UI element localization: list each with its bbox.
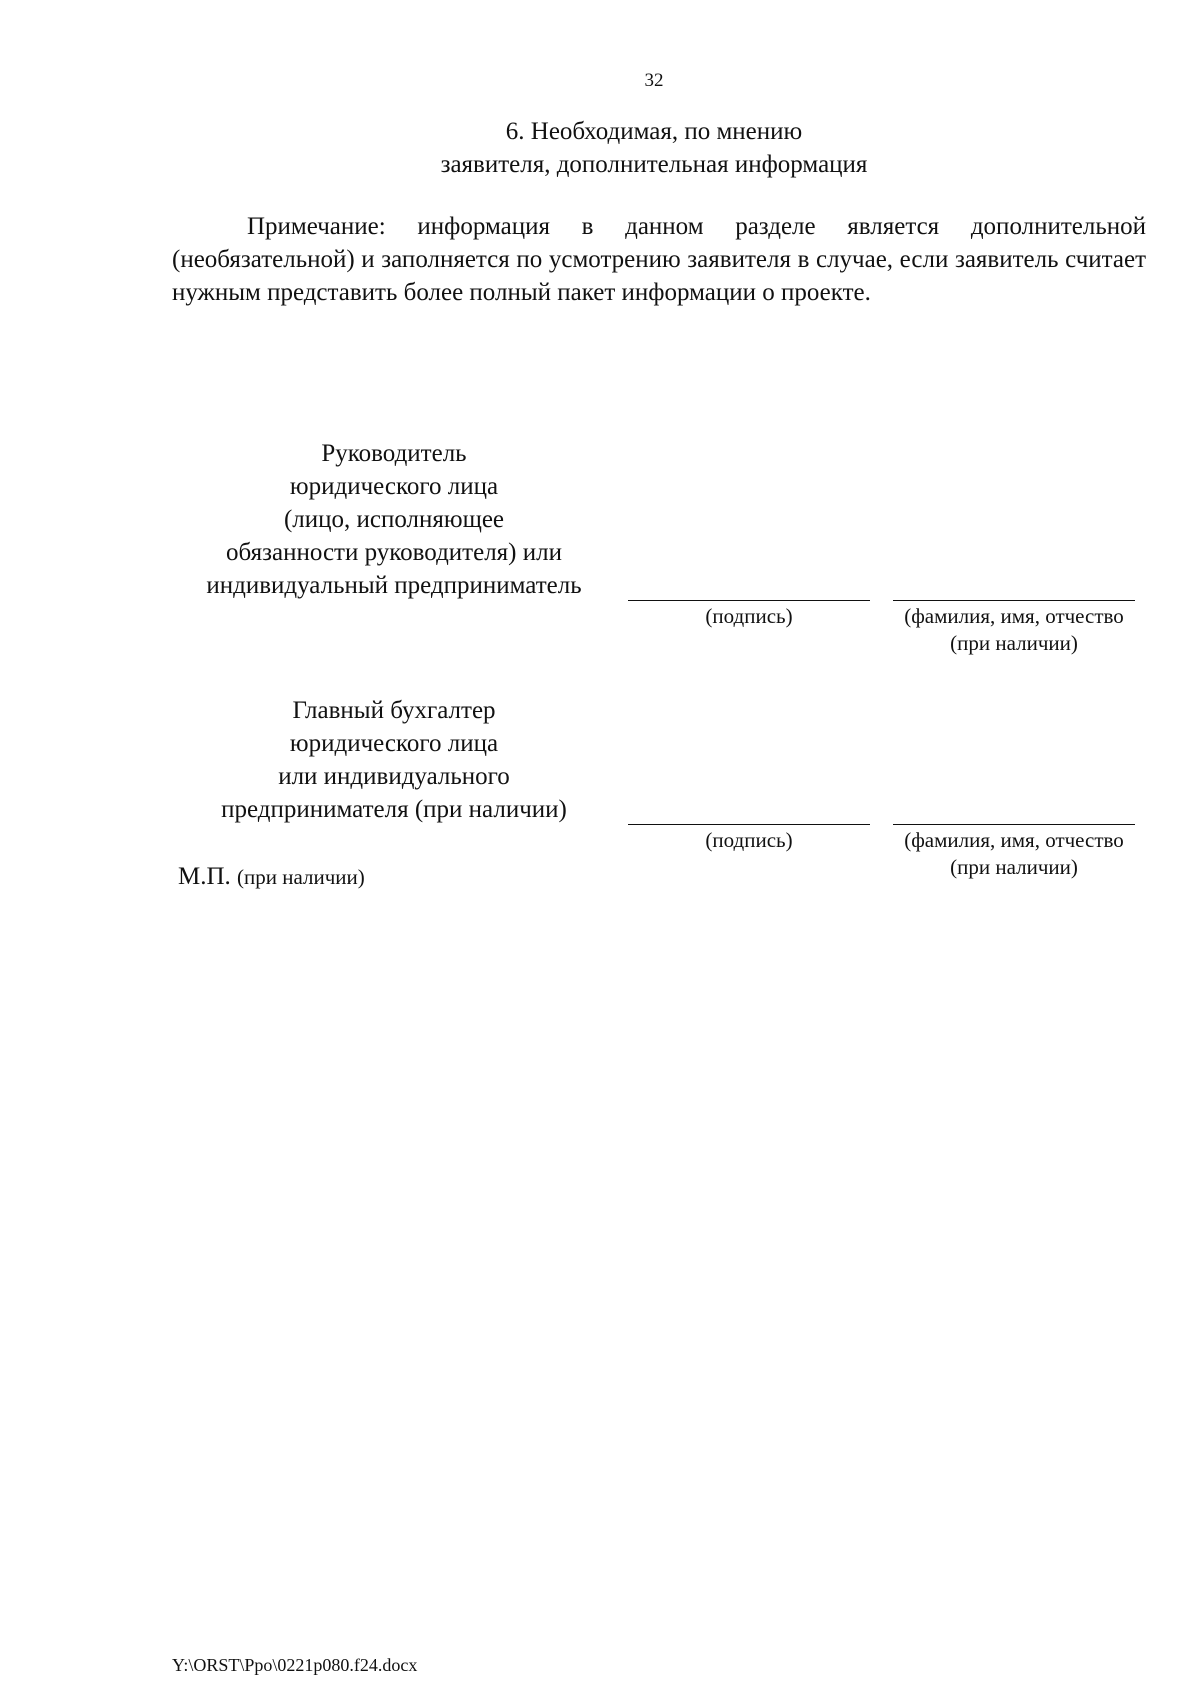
stamp-placeholder (178, 860, 365, 894)
footer-file-path: Y:\ORST\Ppo\0221p080.f24.docx (172, 1655, 418, 1675)
section-title-line-2: заявителя, дополнительная информация (440, 151, 868, 178)
accountant-label-line: Главный бухгалтер (292, 697, 496, 724)
director-signature-caption: (подпись) (705, 604, 793, 628)
accountant-name-caption-line-2: (при наличии) (950, 855, 1078, 879)
director-name-caption-line-2: (при наличии) (950, 631, 1078, 655)
section-title (54, 115, 1200, 181)
director-signature-line (628, 600, 870, 601)
page-number: 32 (644, 70, 664, 91)
accountant-label-line: юридического лица (289, 730, 499, 757)
director-name-line (893, 600, 1135, 601)
director-label-line: обязанности руководителя) или (226, 539, 562, 566)
note-paragraph: Примечание: информация в данном разделе является дополнительной (необязательной) и заполняется по усмотрению заявителя в случае, если заявитель считает нужным представить более полный пакет информации о проекте. (172, 213, 1146, 306)
director-name-caption-line-1: (фамилия, имя, отчество (904, 604, 1124, 628)
accountant-label-line: или индивидуального (278, 763, 510, 790)
accountant-signature-line (628, 824, 870, 825)
director-label-line: индивидуальный предприниматель (206, 572, 582, 599)
accountant-label-line: предпринимателя (при наличии) (221, 796, 567, 823)
director-label-line: (лицо, исполняющее (283, 506, 505, 533)
director-label-line: Руководитель (321, 440, 467, 467)
accountant-name-line (893, 824, 1135, 825)
section-title-line-1: 6. Необходимая, по мнению (505, 118, 803, 145)
accountant-signature-label (172, 694, 616, 826)
stamp-label: М.П. (178, 863, 231, 890)
stamp-note: (при наличии) (237, 865, 365, 889)
director-label-line: юридического лица (289, 473, 499, 500)
director-signature-label (172, 437, 616, 602)
accountant-signature-caption: (подпись) (705, 828, 793, 852)
accountant-name-caption (876, 827, 1152, 881)
director-name-caption (876, 603, 1152, 657)
accountant-name-caption-line-1: (фамилия, имя, отчество (904, 828, 1124, 852)
